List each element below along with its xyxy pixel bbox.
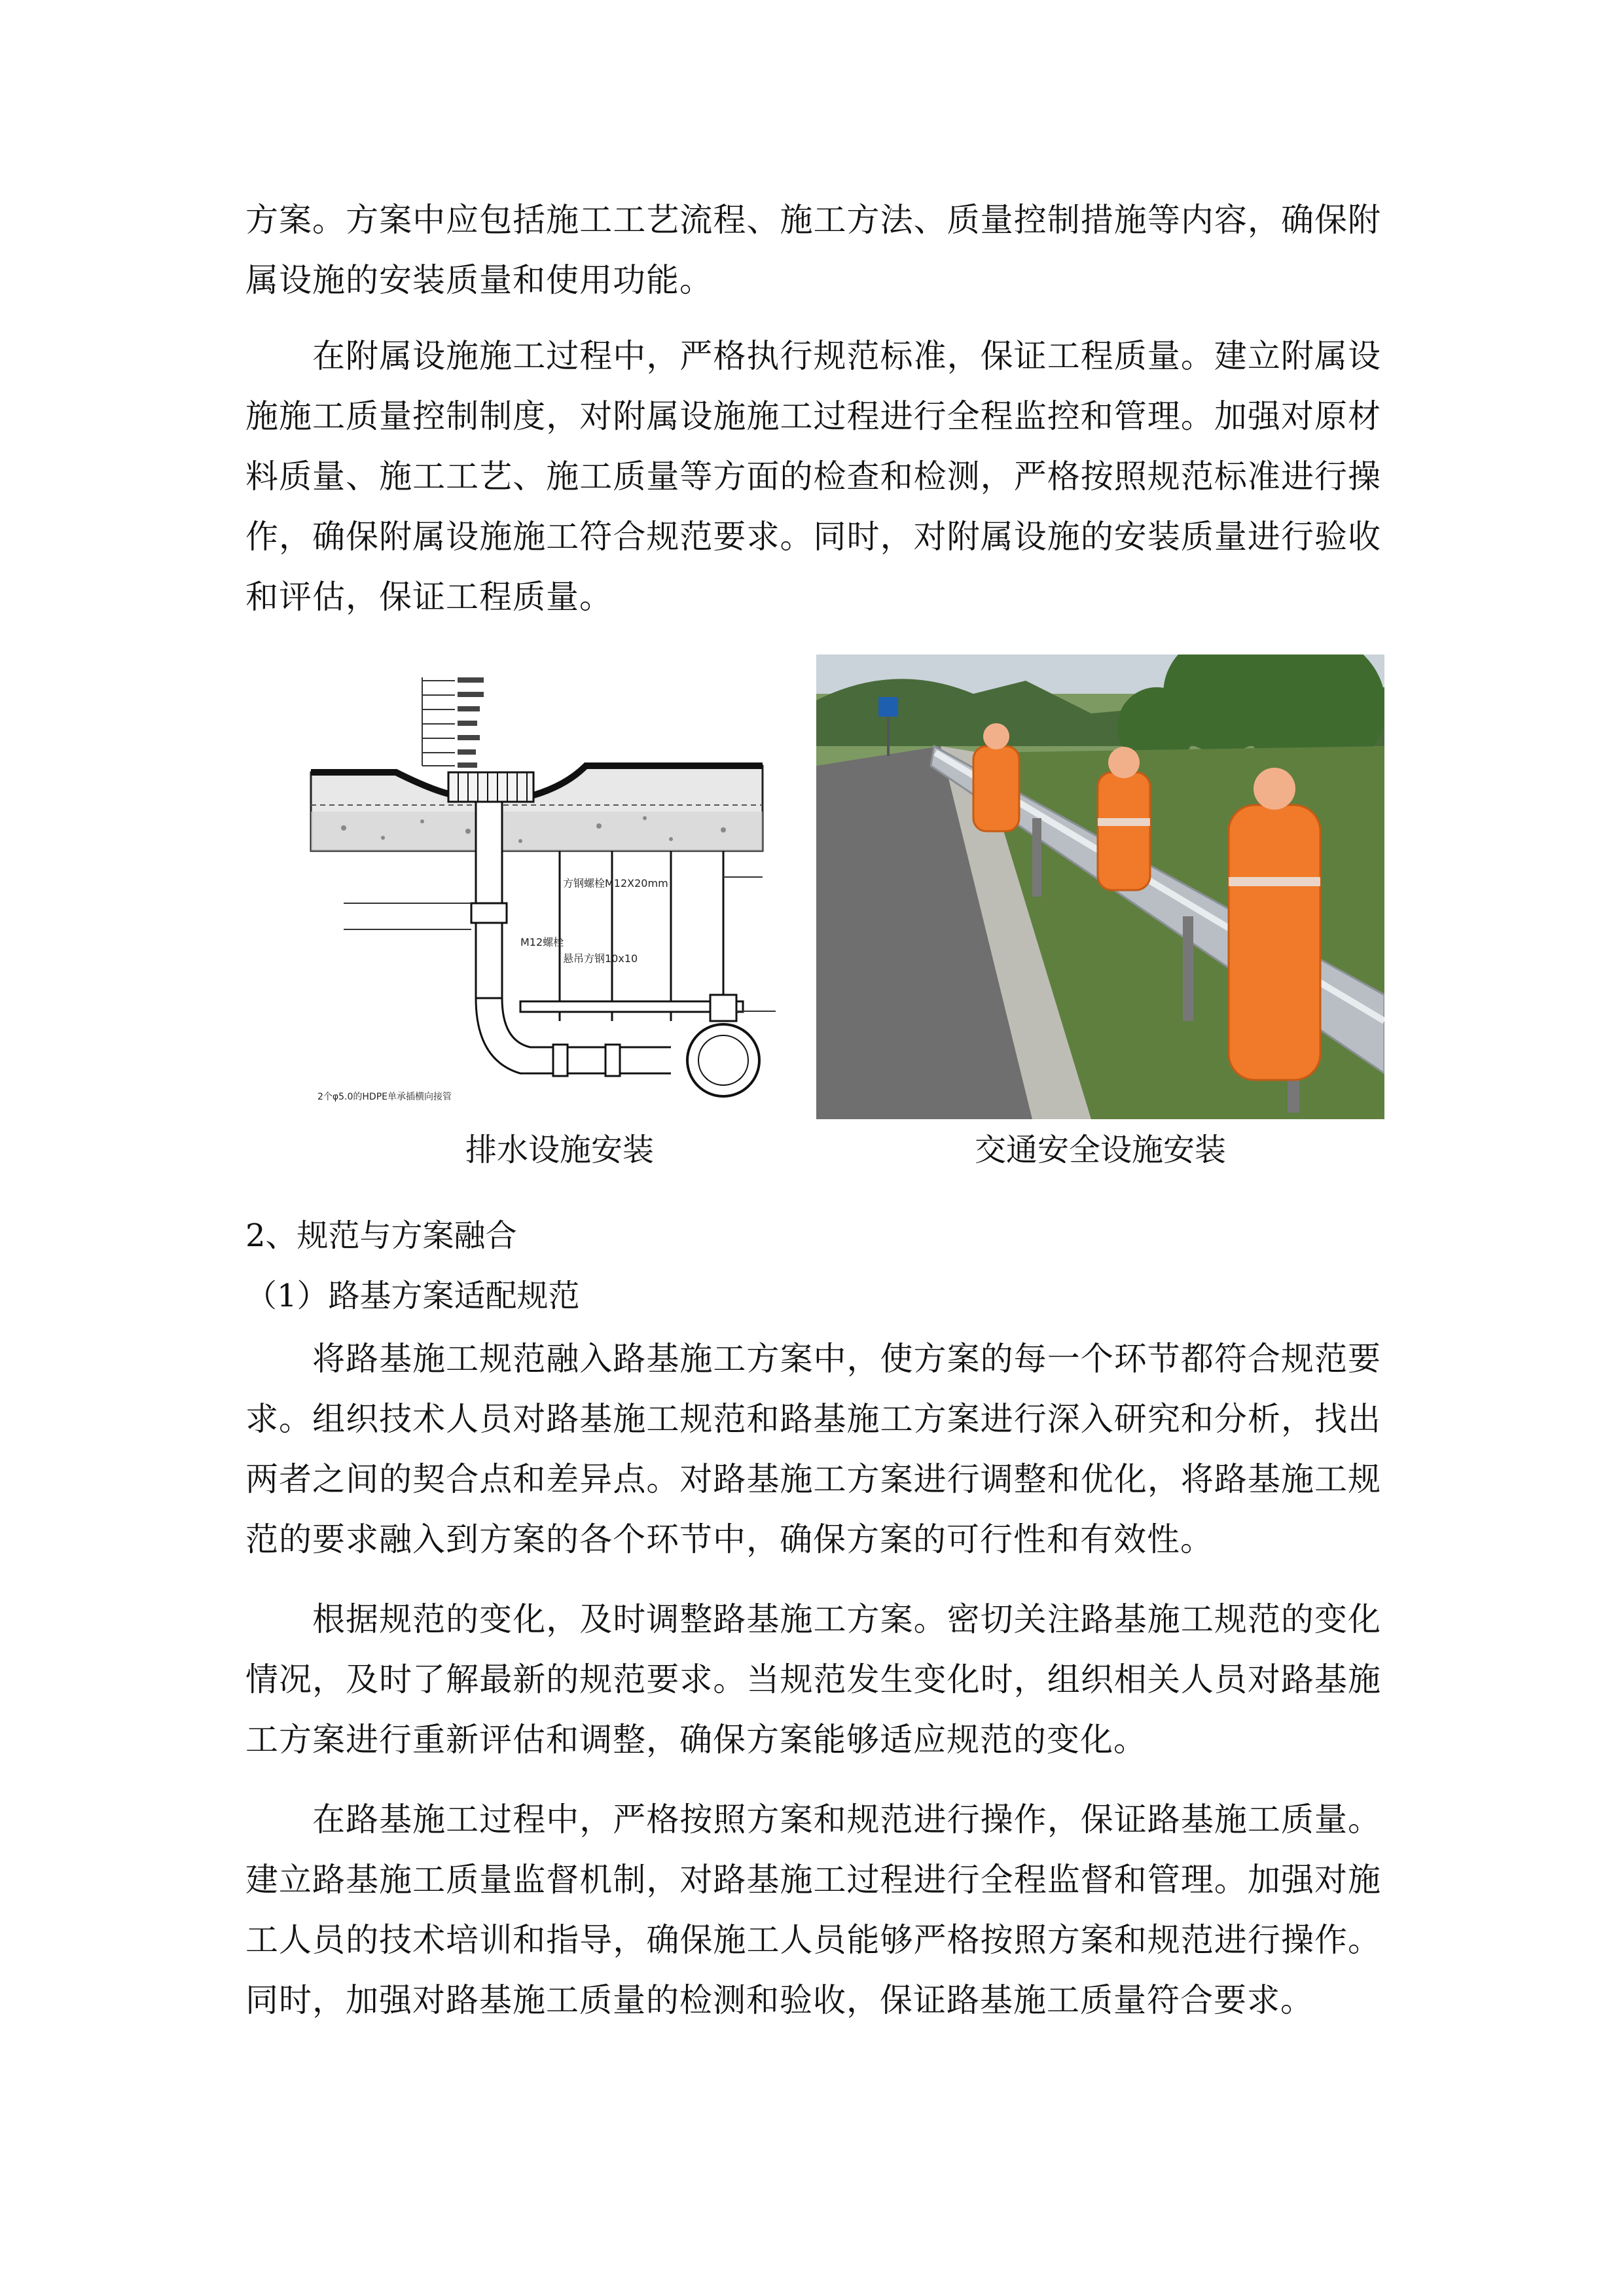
paragraph-integrate-spec: 将路基施工规范融入路基施工方案中，使方案的每一个环节都符合规范要求。组织技术人员对路基施工规范和路基施工方案进行深入研究和分析，找出两者之间的契合点和差异点。对路基施工方案进行调整和优化，将路基施工规范的要求融入到方案的各个环节中，确保方案的可行性和有效性。 (245, 1340, 1381, 1558)
paragraph-adjust-plan: 根据规范的变化，及时调整路基施工方案。密切关注路基施工规范的变化情况，及时了解最新的规范要求。当规范发生变化时，组织相关人员对路基施工方案进行重新评估和调整，确保方案能够适应规范的变化。 (245, 1600, 1381, 1759)
caption-drainage: 排水设施安装 (465, 1132, 654, 1168)
caption-traffic-safety: 交通安全设施安装 (974, 1132, 1226, 1168)
paragraph-continuation: 方案。方案中应包括施工工艺流程、施工方法、质量控制措施等内容，确保附属设施的安装质量和使用功能。 (245, 201, 1381, 299)
paragraph-facility-quality: 在附属设施施工过程中，严格执行规范标准，保证工程质量。建立附属设施施工质量控制制度，对附属设施施工过程进行全程监控和管理。加强对原材料质量、施工工艺、施工质量等方面的检查和检测，严格按照规范标准进行操作，确保附属设施施工符合规范要求。同时，对附属设施的安装质量进行验收和评估，保证工程质量。 (245, 337, 1381, 616)
subsection-heading: （1）路基方案适配规范 (245, 1278, 580, 1314)
paragraph-quality-supervision: 在路基施工过程中，严格按照方案和规范进行操作，保证路基施工质量。建立路基施工质量监督机制，对路基施工过程进行全程监督和管理。加强对施工人员的技术培训和指导，确保施工人员能够严格按照方案和规范进行操作。同时，加强对路基施工质量的检测和验收，保证路基施工质量符合要求。 (245, 1801, 1381, 2019)
drainage-diagram-figure (304, 655, 815, 1119)
drainage-diagram (304, 655, 815, 1119)
section-heading: 2、规范与方案融合 (245, 1217, 517, 1254)
diagram-label-pipe: 2个φ5.0的HDPE单承插横向接管 (317, 1092, 452, 1102)
diagram-label-bolt: 方钢螺栓M12X20mm (563, 877, 668, 889)
diagram-label-bar: 悬吊方钢10x10 (563, 952, 638, 965)
traffic-safety-illustration (816, 655, 1384, 1119)
diagram-label-anchor: M12螺栓 (520, 936, 564, 948)
traffic-safety-photo (816, 655, 1384, 1119)
